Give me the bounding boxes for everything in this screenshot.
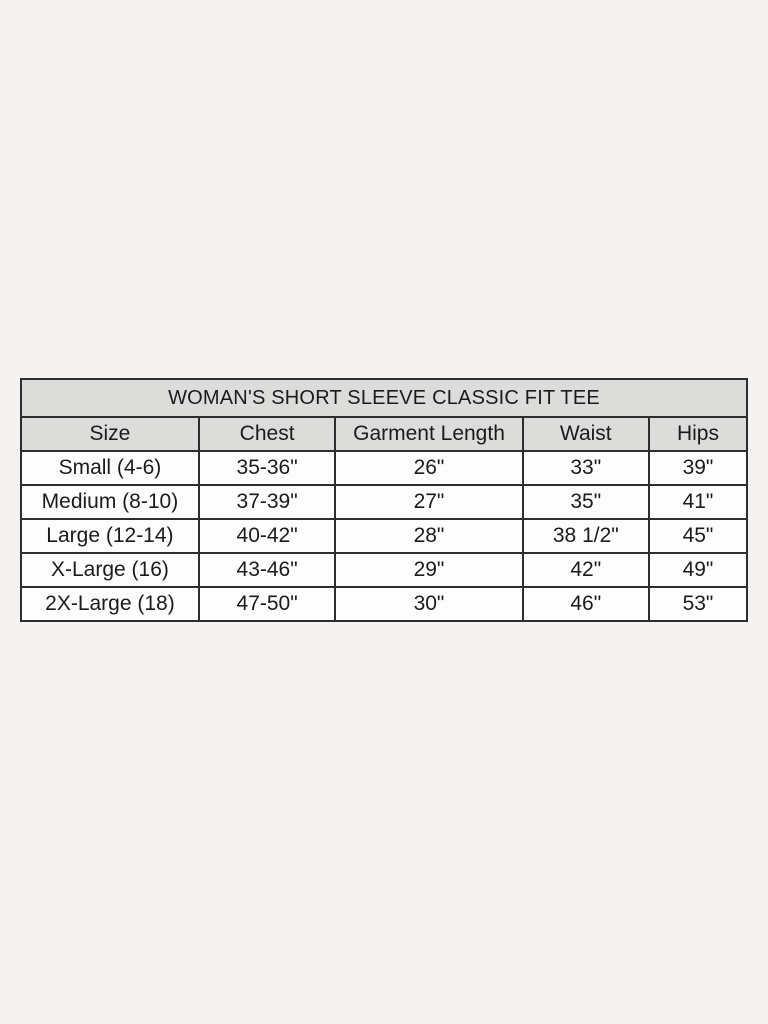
cell-waist: 33" xyxy=(523,451,649,485)
table-header-row xyxy=(21,417,747,451)
column-header-size: Size xyxy=(21,417,199,451)
table-row-2xlarge xyxy=(21,587,747,621)
table-row-large xyxy=(21,519,747,553)
cell-size: Medium (8-10) xyxy=(21,485,199,519)
cell-waist: 42" xyxy=(523,553,649,587)
cell-length: 30" xyxy=(335,587,522,621)
cell-hips: 39" xyxy=(649,451,747,485)
cell-chest: 40-42" xyxy=(199,519,335,553)
cell-chest: 37-39" xyxy=(199,485,335,519)
size-chart-table xyxy=(20,378,748,622)
cell-hips: 53" xyxy=(649,587,747,621)
column-header-garment-length: Garment Length xyxy=(335,417,522,451)
cell-size: 2X-Large (18) xyxy=(21,587,199,621)
table-row-small xyxy=(21,451,747,485)
column-header-waist: Waist xyxy=(523,417,649,451)
cell-size: Large (12-14) xyxy=(21,519,199,553)
size-chart-title: WOMAN'S SHORT SLEEVE CLASSIC FIT TEE xyxy=(21,379,747,417)
column-header-chest: Chest xyxy=(199,417,335,451)
column-header-hips: Hips xyxy=(649,417,747,451)
cell-hips: 49" xyxy=(649,553,747,587)
cell-chest: 47-50" xyxy=(199,587,335,621)
cell-length: 27" xyxy=(335,485,522,519)
cell-size: X-Large (16) xyxy=(21,553,199,587)
cell-waist: 38 1/2" xyxy=(523,519,649,553)
cell-chest: 35-36" xyxy=(199,451,335,485)
cell-length: 29" xyxy=(335,553,522,587)
cell-hips: 45" xyxy=(649,519,747,553)
cell-length: 26" xyxy=(335,451,522,485)
cell-waist: 46" xyxy=(523,587,649,621)
cell-size: Small (4-6) xyxy=(21,451,199,485)
table-row-xlarge xyxy=(21,553,747,587)
cell-chest: 43-46" xyxy=(199,553,335,587)
cell-hips: 41" xyxy=(649,485,747,519)
cell-length: 28" xyxy=(335,519,522,553)
cell-waist: 35" xyxy=(523,485,649,519)
table-row-medium xyxy=(21,485,747,519)
table-title-row xyxy=(21,379,747,417)
